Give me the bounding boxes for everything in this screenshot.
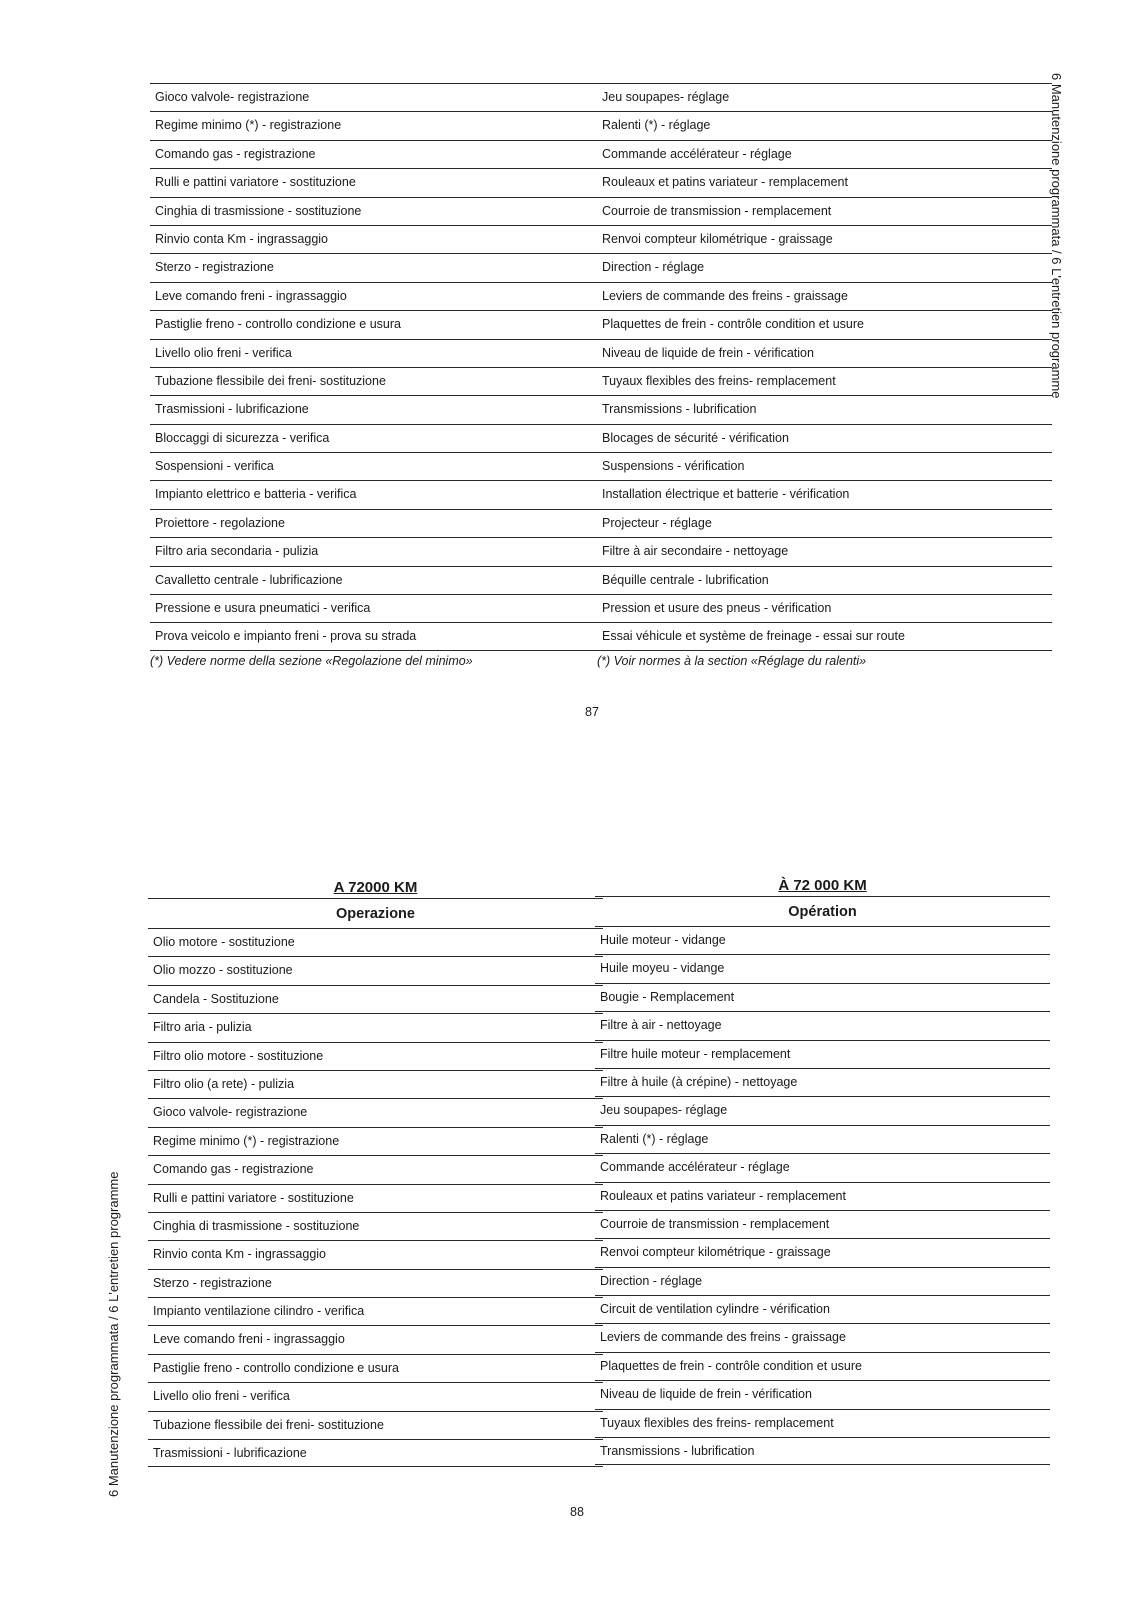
table-row: Renvoi compteur kilométrique - graissage bbox=[595, 1238, 1050, 1266]
table-row: Huile moyeu - vidange bbox=[595, 954, 1050, 982]
table-row: Regime minimo (*) - registrazione bbox=[148, 1127, 603, 1155]
table-row: Jeu soupapes- réglage bbox=[595, 1096, 1050, 1124]
table-row: Pastiglie freno - controllo condizione e usura bbox=[150, 310, 605, 338]
table-row: Trasmissioni - lubrificazione bbox=[150, 395, 605, 423]
table-row: Leviers de commande des freins - graissage bbox=[597, 282, 1052, 310]
table-row: Impianto elettrico e batteria - verifica bbox=[150, 480, 605, 508]
table-row: Rinvio conta Km - ingrassaggio bbox=[148, 1240, 603, 1268]
table-row: Installation électrique et batterie - vérification bbox=[597, 480, 1052, 508]
table-row: Béquille centrale - lubrification bbox=[597, 566, 1052, 594]
table-row: Tubazione flessibile dei freni- sostituzione bbox=[150, 367, 605, 395]
top-french-table bbox=[597, 83, 1052, 668]
table-row: Proiettore - regolazione bbox=[150, 509, 605, 537]
page-number-88: 88 bbox=[570, 1505, 584, 1519]
section-heading-french: À 72 000 KM bbox=[778, 877, 867, 894]
bottom-italian-table bbox=[148, 878, 603, 1467]
table-row: Filtre huile moteur - remplacement bbox=[595, 1040, 1050, 1068]
table-row: Prova veicolo e impianto freni - prova su strada bbox=[150, 622, 605, 650]
table-row: Transmissions - lubrification bbox=[597, 395, 1052, 423]
note-french: (*) Voir normes à la section «Réglage du ralenti» bbox=[597, 653, 867, 668]
table-row: Filtro aria - pulizia bbox=[148, 1013, 603, 1041]
table-row: Bougie - Remplacement bbox=[595, 983, 1050, 1011]
table-row: Leve comando freni - ingrassaggio bbox=[148, 1325, 603, 1353]
top-italian-table bbox=[150, 83, 605, 668]
table-row: Jeu soupapes- réglage bbox=[597, 83, 1052, 111]
table-row: Cinghia di trasmissione - sostituzione bbox=[148, 1212, 603, 1240]
table-row: Courroie de transmission - remplacement bbox=[595, 1210, 1050, 1238]
table-row: Niveau de liquide de frein - vérification bbox=[595, 1380, 1050, 1408]
table-row: Filtro aria secondaria - pulizia bbox=[150, 537, 605, 565]
table-row: Direction - réglage bbox=[597, 253, 1052, 281]
table-row: Trasmissioni - lubrificazione bbox=[148, 1439, 603, 1467]
table-row: Niveau de liquide de frein - vérification bbox=[597, 339, 1052, 367]
table-row: Blocages de sécurité - vérification bbox=[597, 424, 1052, 452]
page-number-87: 87 bbox=[585, 705, 599, 719]
table-row: Renvoi compteur kilométrique - graissage bbox=[597, 225, 1052, 253]
table-row: Leviers de commande des freins - graissage bbox=[595, 1323, 1050, 1351]
table-row: Courroie de transmission - remplacement bbox=[597, 197, 1052, 225]
table-row: Ralenti (*) - réglage bbox=[595, 1125, 1050, 1153]
table-row: Pressione e usura pneumatici - verifica bbox=[150, 594, 605, 622]
table-row: Filtro olio (a rete) - pulizia bbox=[148, 1070, 603, 1098]
table-row: Cinghia di trasmissione - sostituzione bbox=[150, 197, 605, 225]
table-row: Sospensioni - verifica bbox=[150, 452, 605, 480]
table-row: Filtre à huile (à crépine) - nettoyage bbox=[595, 1068, 1050, 1096]
table-row: Gioco valvole- registrazione bbox=[148, 1098, 603, 1126]
table-row: Circuit de ventilation cylindre - vérification bbox=[595, 1295, 1050, 1323]
table-row: Tuyaux flexibles des freins- remplacement bbox=[597, 367, 1052, 395]
table-row: Sterzo - registrazione bbox=[148, 1269, 603, 1297]
table-row: Olio motore - sostituzione bbox=[148, 928, 603, 956]
table-row: Rulli e pattini variatore - sostituzione bbox=[150, 168, 605, 196]
table-row: Filtro olio motore - sostituzione bbox=[148, 1042, 603, 1070]
table-row: Impianto ventilazione cilindro - verifica bbox=[148, 1297, 603, 1325]
table-row: Gioco valvole- registrazione bbox=[150, 83, 605, 111]
bottom-french-table bbox=[595, 876, 1050, 1465]
table-row: Rinvio conta Km - ingrassaggio bbox=[150, 225, 605, 253]
table-row: Pression et usure des pneus - vérification bbox=[597, 594, 1052, 622]
table-row: Livello olio freni - verifica bbox=[150, 339, 605, 367]
table-row: Sterzo - registrazione bbox=[150, 253, 605, 281]
table-row: Comando gas - registrazione bbox=[148, 1155, 603, 1183]
table-row: Essai véhicule et système de freinage - essai sur route bbox=[597, 622, 1052, 650]
table-row: Direction - réglage bbox=[595, 1267, 1050, 1295]
table-row: Rulli e pattini variatore - sostituzione bbox=[148, 1184, 603, 1212]
table-row: Comando gas - registrazione bbox=[150, 140, 605, 168]
table-row: Livello olio freni - verifica bbox=[148, 1382, 603, 1410]
table-row: Candela - Sostituzione bbox=[148, 985, 603, 1013]
sidebar-title-right: 6 Manutenzione programmata / 6 L'entretien programme bbox=[1049, 73, 1064, 399]
table-row: Bloccaggi di sicurezza - verifica bbox=[150, 424, 605, 452]
section-heading-italian: A 72000 KM bbox=[333, 879, 418, 896]
table-row: Rouleaux et patins variateur - remplacement bbox=[595, 1182, 1050, 1210]
table-row: Pastiglie freno - controllo condizione e usura bbox=[148, 1354, 603, 1382]
table-row: Cavalletto centrale - lubrificazione bbox=[150, 566, 605, 594]
operation-header-french: Opération bbox=[595, 896, 1050, 926]
table-row: Tuyaux flexibles des freins- remplacement bbox=[595, 1409, 1050, 1437]
table-row: Ralenti (*) - réglage bbox=[597, 111, 1052, 139]
table-row: Olio mozzo - sostituzione bbox=[148, 956, 603, 984]
table-row: Leve comando freni - ingrassaggio bbox=[150, 282, 605, 310]
operation-header-italian: Operazione bbox=[148, 898, 603, 928]
table-row: Huile moteur - vidange bbox=[595, 926, 1050, 954]
table-row: Tubazione flessibile dei freni- sostituzione bbox=[148, 1411, 603, 1439]
table-row: Commande accélérateur - réglage bbox=[595, 1153, 1050, 1181]
table-row: Regime minimo (*) - registrazione bbox=[150, 111, 605, 139]
table-row: Commande accélérateur - réglage bbox=[597, 140, 1052, 168]
table-row: Rouleaux et patins variateur - remplacement bbox=[597, 168, 1052, 196]
table-row: Suspensions - vérification bbox=[597, 452, 1052, 480]
table-row: Projecteur - réglage bbox=[597, 509, 1052, 537]
table-row: Plaquettes de frein - contrôle condition et usure bbox=[597, 310, 1052, 338]
note-italian: (*) Vedere norme della sezione «Regolazione del minimo» bbox=[150, 653, 473, 668]
table-row: Transmissions - lubrification bbox=[595, 1437, 1050, 1465]
table-row: Filtre à air - nettoyage bbox=[595, 1011, 1050, 1039]
table-row: Plaquettes de frein - contrôle condition et usure bbox=[595, 1352, 1050, 1380]
sidebar-title-left: 6 Manutenzione programmata / 6 L'entretien programme bbox=[106, 1171, 121, 1497]
table-row: Filtre à air secondaire - nettoyage bbox=[597, 537, 1052, 565]
